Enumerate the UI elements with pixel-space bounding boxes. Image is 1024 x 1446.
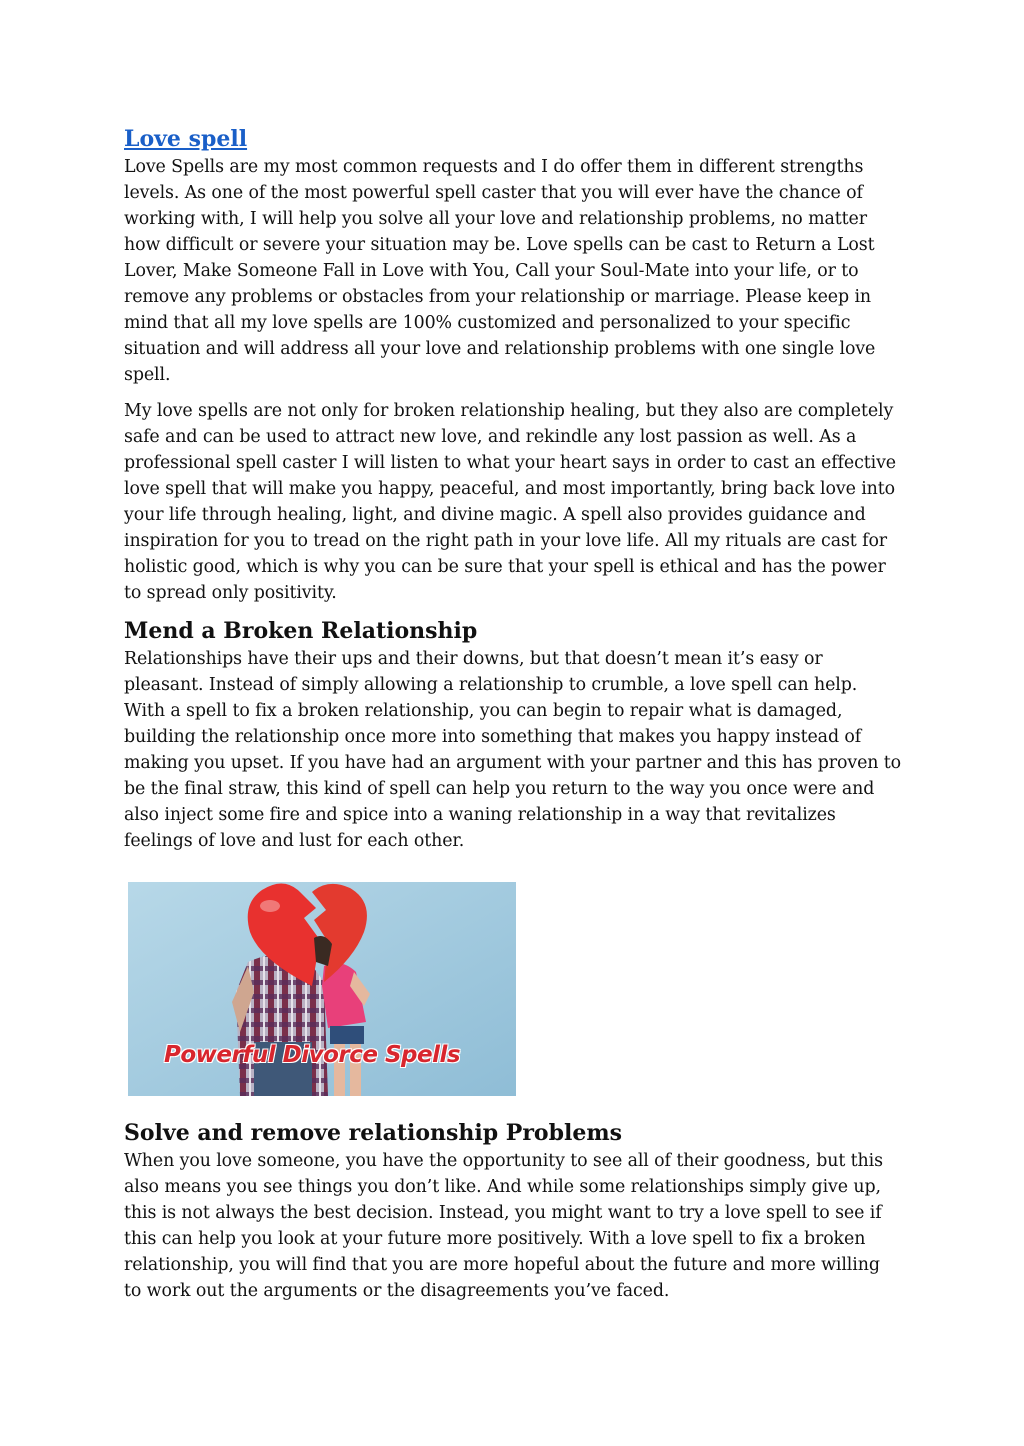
- love-spell-paragraph-2: My love spells are not only for broken relationship healing, but they also are completely safe and can be used to attract new love, and rekindle any lost passion as well. As a professional spell caster I will listen to what your heart says in order to cast an effective love spell that will make you happy, peaceful, and most importantly, bring back love into your life through healing, light, and divine magic. A spell also provides guidance and inspiration for you to tread on the right path in your love life. All my rituals are cast for holistic good, which is why you can be sure that your spell is ethical and has the power to spread only positivity.: [124, 401, 896, 603]
- mend-relationship-paragraph: Relationships have their ups and their downs, but that doesn’t mean it’s easy or pleasant. Instead of simply allowing a relationship to crumble, a love spell can help. With a spell to fix a broken relationship, you can begin to repair what is damaged, building the relationship once more into something that makes you happy instead of making you upset. If you have had an argument with your partner and this has proven to be the final straw, this kind of spell can help you return to the way you once were and also inject some fire and spice into a waning relationship in a way that revitalizes feelings of love and lust for each other.: [124, 649, 902, 851]
- image-caption: Powerful Divorce Spells: [164, 1042, 461, 1068]
- document-page: [124, 124, 902, 1304]
- mend-relationship-heading: Mend a Broken Relationship: [124, 618, 478, 644]
- divorce-spells-image: [128, 882, 516, 1096]
- love-spell-link[interactable]: Love spell: [124, 126, 248, 152]
- solve-problems-heading: Solve and remove relationship Problems: [124, 1120, 623, 1146]
- solve-problems-paragraph: When you love someone, you have the opportunity to see all of their goodness, but this also means you see things you don’t like. And while some relationships simply give up, this is not always the best decision. Instead, you might want to try a love spell to see if this can help you look at your future more positively. With a love spell to fix a broken relationship, you will find that you are more hopeful about the future and more willing to work out the arguments or the disagreements you’ve faced.: [124, 1151, 883, 1301]
- love-spell-paragraph-1: Love Spells are my most common requests and I do offer them in different strengths levels. As one of the most powerful spell caster that you will ever have the chance of working with, I will help you solve all your love and relationship problems, no matter how difficult or severe your situation may be. Love spells can be cast to Return a Lost Lover, Make Someone Fall in Love with You, Call your Soul-Mate into your life, or to remove any problems or obstacles from your relationship or marriage. Please keep in mind that all my love spells are 100% customized and personalized to your specific situation and will address all your love and relationship problems with one single love spell.: [124, 157, 876, 385]
